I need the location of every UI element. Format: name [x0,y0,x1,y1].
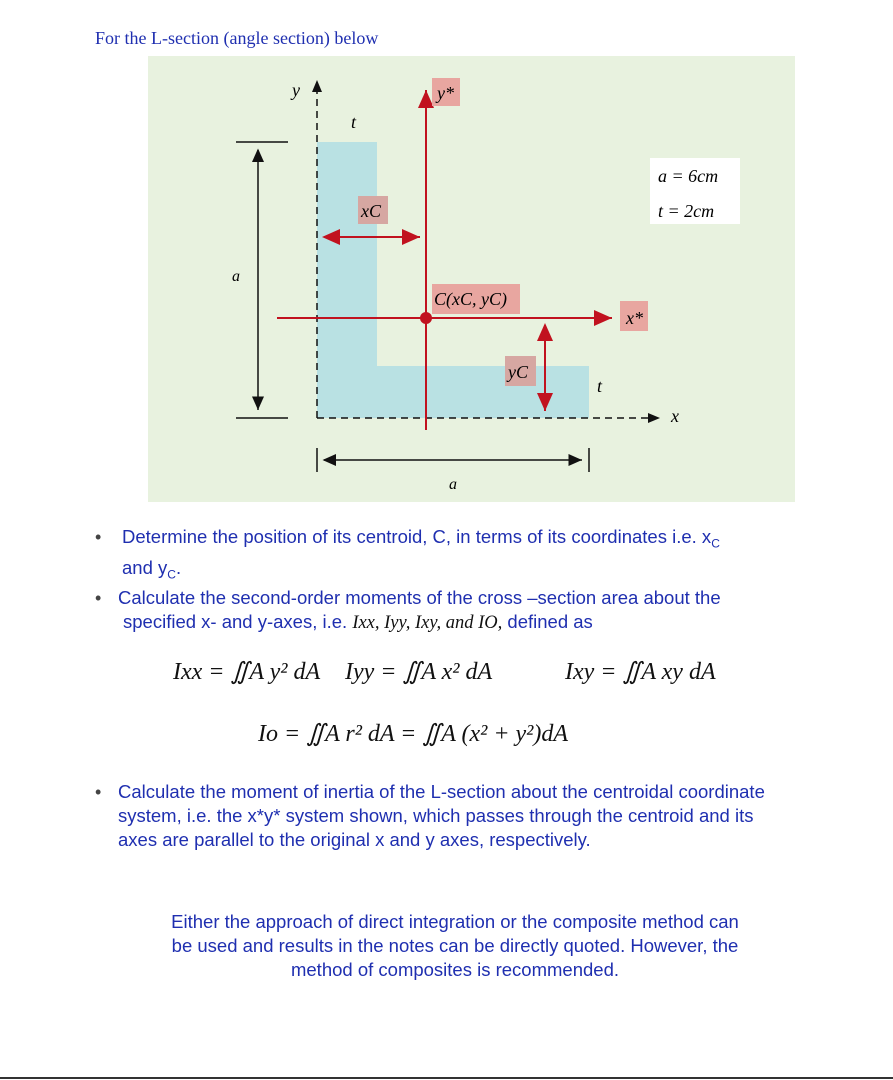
centroid-label: C(xC, yC) [434,289,507,309]
note-line2: be used and results in the notes can be directly quoted. However, the [171,935,739,956]
bullet-dot: • [95,527,102,547]
bullet-dot: • [95,782,102,802]
equation-ixx: Ixx = ∬A y² dA [173,659,321,685]
l-section-figure [0,0,893,520]
centroid-point [420,312,432,324]
task-3-line2: system, i.e. the x*y* system shown, which passes through the centroid and its [118,805,754,826]
task-2 [118,586,858,635]
dim-a-bottom-label: a [449,476,457,493]
task-1-line2: and y [122,556,168,578]
task-1-line1: Determine the position of its centroid, C, in terms of its coordinates i.e. x [122,526,712,547]
task-1 [122,525,862,586]
task-3 [118,780,858,852]
method-note [130,910,780,982]
equation-ixy: Ixy = ∬A xy dA [565,659,716,685]
task-3-line1: Calculate the moment of inertia of the L-section about the centroidal coordinate [118,781,765,802]
xc-label: xC [361,201,381,221]
y-axis-label: y [292,80,300,100]
x-star-label: x* [626,308,643,328]
y-star-label: y* [437,83,454,103]
note-line3: method of composites is recommended. [290,959,619,980]
yc-label: yC [508,362,528,382]
task-2-line1: Calculate the second-order moments of the cross –section area about the [118,587,721,608]
note-line1: Either the approach of direct integration or the composite method can [171,911,739,932]
task-2-line2: specified x- and y-axes, i.e. [123,611,353,632]
task-2-symbols: Ixx, Iyy, Ixy, and IO, [352,613,503,633]
bullet-dot: • [95,588,102,608]
task-1-sub-c2: C [167,567,176,582]
figure-background [148,56,795,502]
t-right-label: t [597,376,603,396]
given-t: t = 2cm [658,201,715,221]
equation-io: Io = ∬A r² dA = ∬A (x² + y²)dA [258,721,569,747]
task-2-end: defined as [502,611,593,632]
dim-a-left-label: a [232,268,240,285]
x-axis-label: x [671,406,679,426]
task-1-end: . [175,556,182,578]
equation-iyy: Iyy = ∬A x² dA [345,659,493,685]
problem-heading: For the L-section (angle section) below [95,28,379,48]
bottom-rule [0,1077,893,1079]
task-1-sub-c1: C [711,536,720,551]
task-3-line3: axes are parallel to the original x and y axes, respectively. [118,829,591,850]
given-a: a = 6cm [658,166,719,186]
t-top-label: t [351,112,357,132]
